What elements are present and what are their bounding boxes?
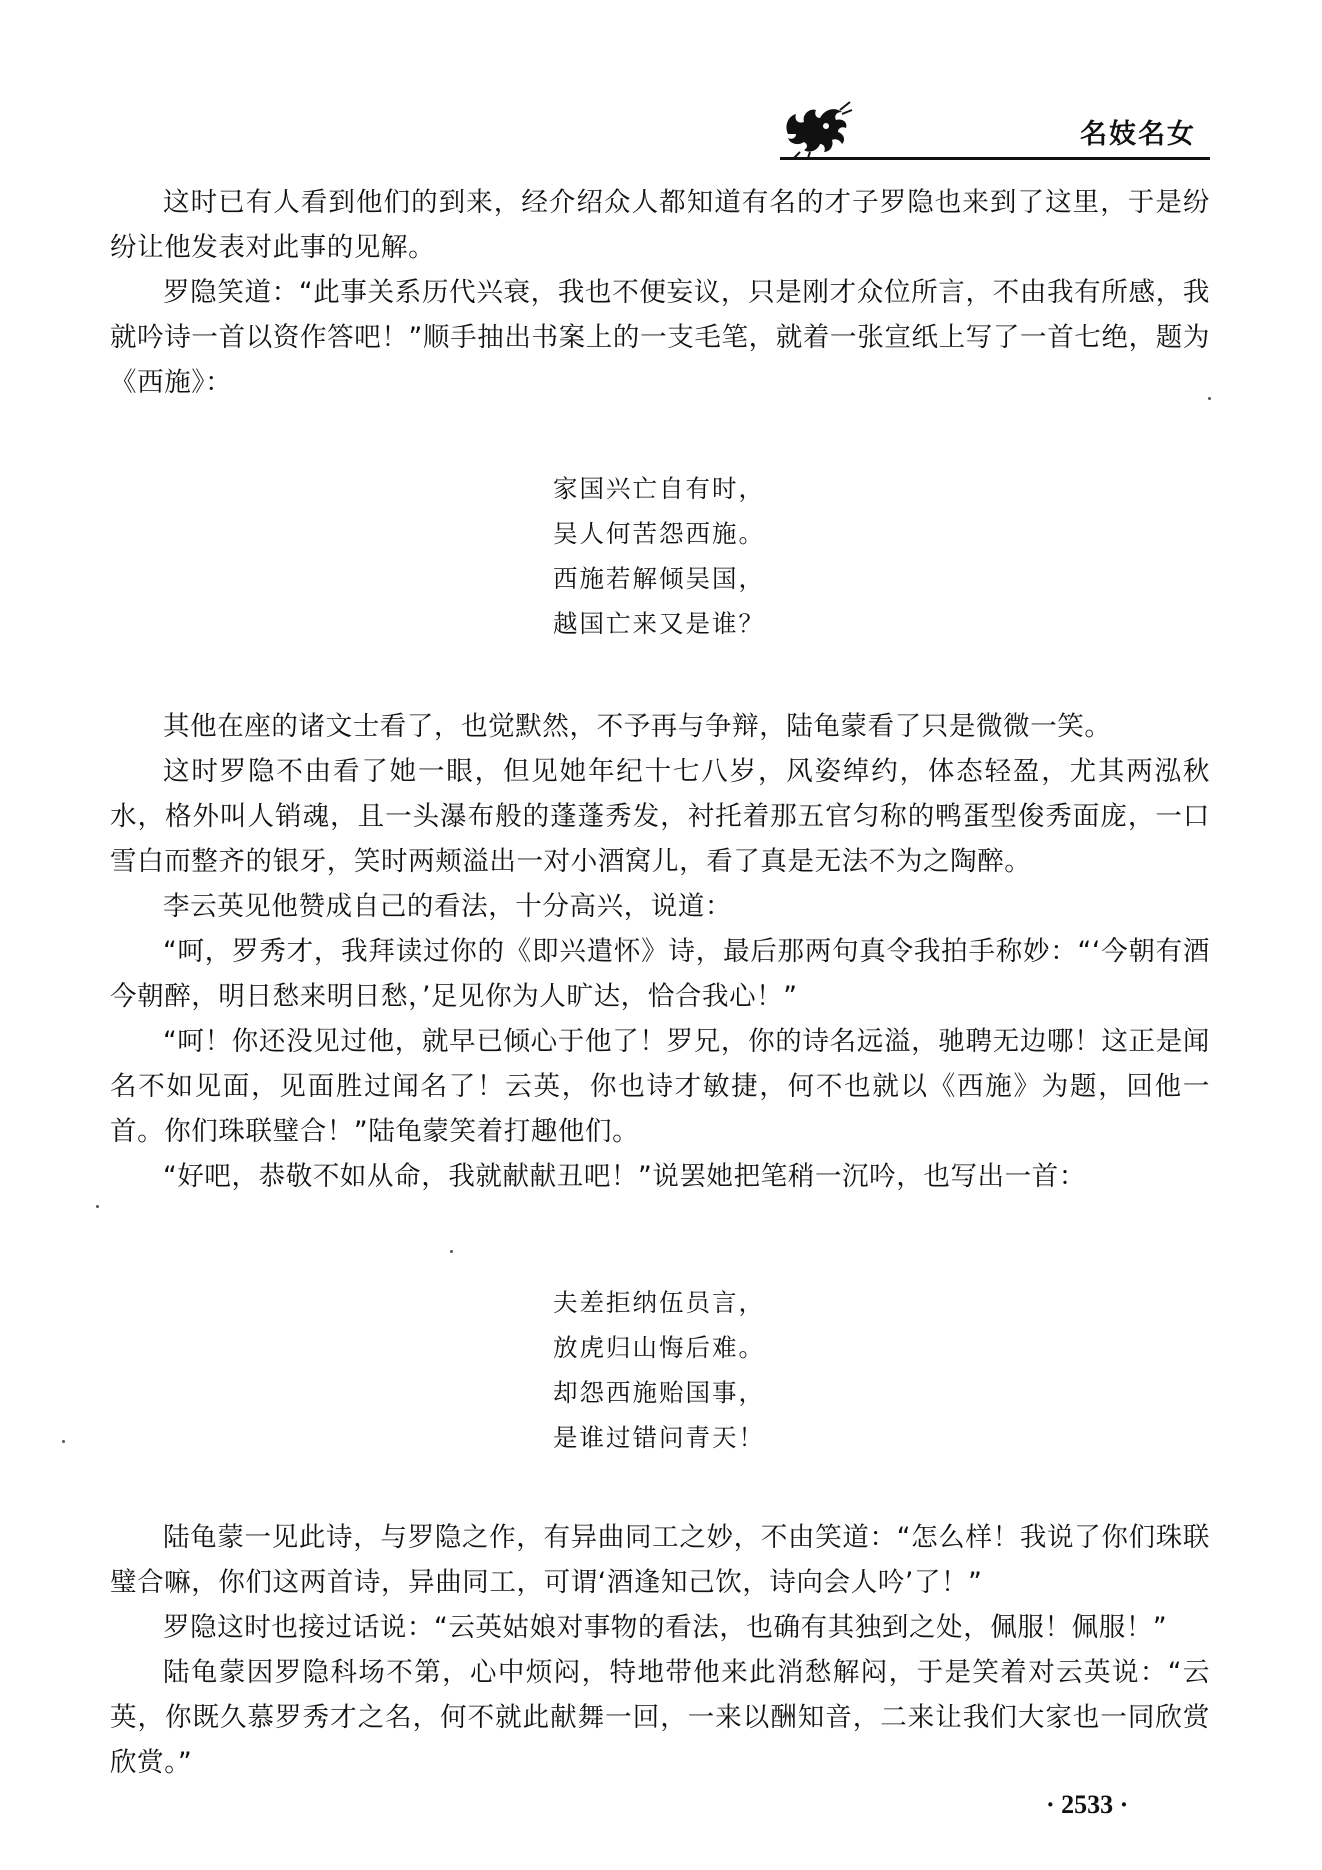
paragraph: 罗隐笑道：“此事关系历代兴衰，我也不便妄议，只是刚才众位所言，不由我有所感，我就吟诗一首以资作答吧！”顺手抽出书案上的一支毛笔，就着一张宣纸上写了一首七绝，题为《西施》： (110, 277, 1210, 398)
header-rule (780, 157, 1210, 160)
paragraph: 陆龟蒙一见此诗，与罗隐之作，有异曲同工之妙，不由笑道：“怎么样！我说了你们珠联璧合嘛，你们这两首诗，异曲同工，可谓‘酒逢知己饮，诗向会人吟’了！” (110, 1522, 1210, 1598)
paragraph: 李云英见他赞成自己的看法，十分高兴，说道： (163, 891, 733, 922)
poem-line: 吴人何苦怨西施。 (553, 519, 765, 548)
text-block-3 (110, 1515, 1210, 1785)
scan-speck (450, 1250, 453, 1253)
paragraph: 这时罗隐不由看了她一眼，但见她年纪十七八岁，风姿绰约，体态轻盈，尤其两泓秋水，格外叫人销魂，且一头瀑布般的蓬蓬秀发，衬托着那五官匀称的鸭蛋型俊秀面庞，一口雪白而整齐的银牙，笑时两颊溢出一对小酒窝儿，看了真是无法不为之陶醉。 (110, 756, 1210, 877)
paragraph: “呵！你还没见过他，就早已倾心于他了！罗兄，你的诗名远溢，驰聘无边哪！这正是闻名不如见面，见面胜过闻名了！云英，你也诗才敏捷，何不也就以《西施》为题，回他一首。你们珠联璧合！”陆龟蒙笑着打趣他们。 (110, 1026, 1210, 1147)
poem-line: 家国兴亡自有时， (553, 474, 765, 503)
dragon-icon (780, 96, 854, 158)
paragraph: 其他在座的诸文士看了，也觉默然，不予再与争辩，陆龟蒙看了只是微微一笑。 (163, 711, 1112, 742)
paragraph: 陆龟蒙因罗隐科场不第，心中烦闷，特地带他来此消愁解闷，于是笑着对云英说：“云英，你既久慕罗秀才之名，何不就此献舞一回，一来以酬知音，二来让我们大家也一同欣赏欣赏。” (110, 1657, 1210, 1778)
page-number: · 2533 · (1046, 1790, 1129, 1819)
scan-speck (1208, 397, 1211, 400)
poem-line: 是谁过错问青天！ (553, 1423, 765, 1452)
paragraph: 罗隐这时也接过话说：“云英姑娘对事物的看法，也确有其独到之处，佩服！佩服！” (163, 1612, 1168, 1643)
poem-line: 越国亡来又是谁？ (553, 609, 765, 638)
paragraph: “好吧，恭敬不如从命，我就献献丑吧！”说罢她把笔稍一沉吟，也写出一首： (163, 1161, 1086, 1192)
scan-speck (96, 1205, 99, 1208)
poem-line: 放虎归山悔后难。 (553, 1333, 765, 1362)
text-block-1 (110, 180, 1210, 405)
text-block-2 (110, 704, 1210, 1199)
poem-1 (553, 466, 913, 646)
poem-line: 却怨西施贻国事， (553, 1378, 765, 1407)
paragraph: 这时已有人看到他们的到来，经介绍众人都知道有名的才子罗隐也来到了这里，于是纷纷让他发表对此事的见解。 (110, 187, 1210, 263)
poem-line: 西施若解倾吴国， (553, 564, 765, 593)
poem-line: 夫差拒纳伍员言， (553, 1288, 765, 1317)
poem-2 (553, 1280, 913, 1460)
paragraph: “呵，罗秀才，我拜读过你的《即兴遣怀》诗，最后那两句真令我拍手称妙：“‘今朝有酒今朝醉，明日愁来明日愁，’足见你为人旷达，恰合我心！” (110, 936, 1210, 1012)
running-head-title: 名妓名女 (1080, 119, 1196, 150)
scan-speck (62, 1440, 65, 1443)
